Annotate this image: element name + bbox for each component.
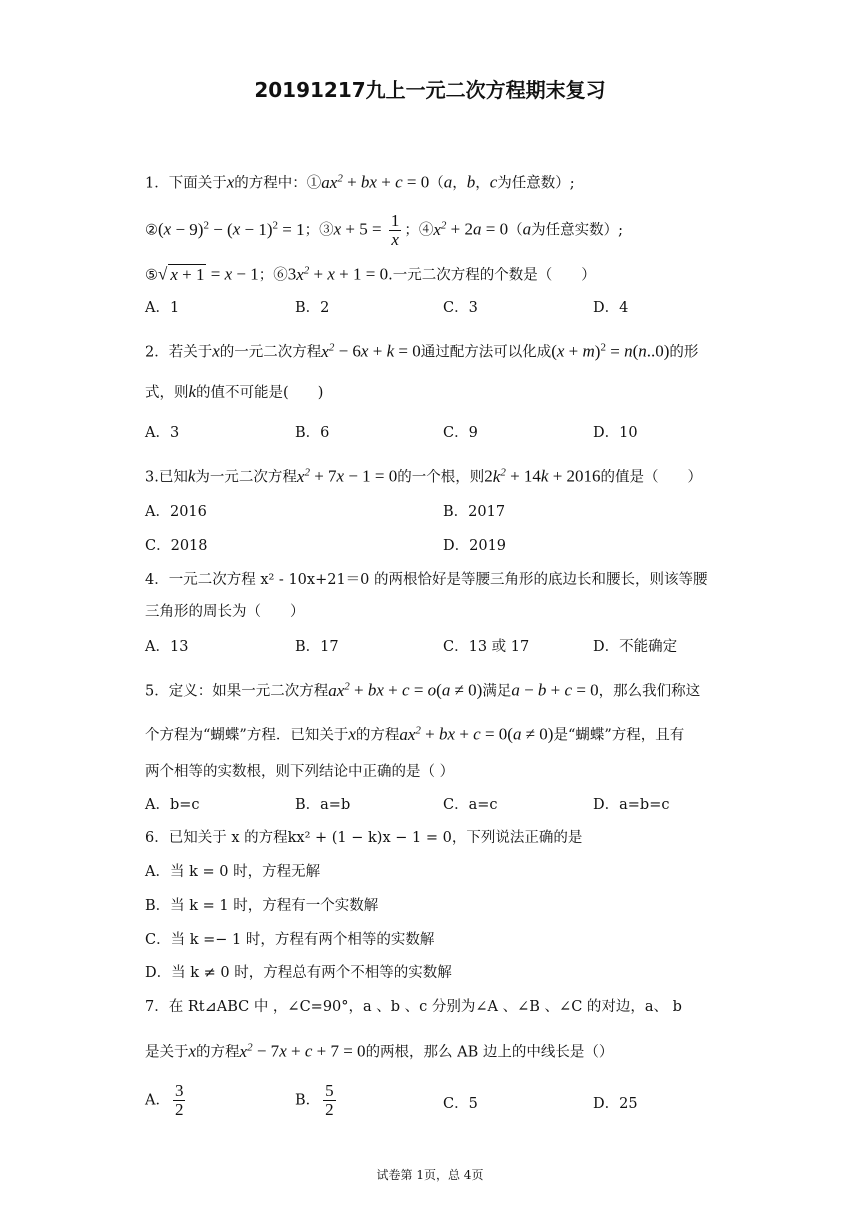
q4-option-c: C．13 或 17 [443,639,530,655]
q5-line3: 两个相等的实数根，则下列结论中正确的是（ ） [145,764,455,780]
q7-option-a: A． $\frac{3}{2}$ [145,1081,184,1119]
q5-line2: 个方程为“蝴蝶”方程．已知关于x的方程$ax^2$ + bx + c = 0(a ≠ 0)是“蝴蝶”方程，且有 [145,724,685,744]
q3-line1: 3.已知k为一元二次方程$x^2 + 7x - 1 = 0$的一个根，则$2k^2 + 14k + 2016$的值是（ ） [145,466,703,486]
q1-line2: ②(x − $9)^2 - (x - 1)^2 = 1$；③x + 5 = $\frac{1}{x}$ ；$④x^2 + 2a = 0(a$为任意实数）; [145,211,623,249]
q1-option-c: C．3 [443,300,478,316]
q5-option-d: D．a=b=c [593,797,670,813]
q6-line1: 6．已知关于 x 的方程kx² + (1 − k)x − 1 = 0，下列说法正确的是 [145,830,583,846]
q1-line1: 1．下面关于x的方程中：$①ax^2$ + bx + c = 0（a，b，c为任意数）; [145,172,575,192]
q3-option-d: D．2019 [443,538,507,554]
q6-option-c: C．当 k =− 1 时，方程有两个相等的实数解 [145,932,435,948]
q4-line1: 4．一元二次方程 x² - 10x+21＝0 的两根恰好是等腰三角形的底边长和腰长，则该等腰 [145,572,708,588]
q3-option-c: C．2018 [145,538,208,554]
q7-line2: 是关于x的方程$x^2 - 7x + c + 7 = 0$的两根，那么 AB 边上的中线长是（） [145,1041,614,1061]
q7-option-b: B． $\frac{5}{2}$ [295,1081,334,1119]
q3-option-a: A．2016 [145,504,207,520]
q6-option-b: B．当 k = 1 时，方程有一个实数解 [145,898,379,914]
q5-option-a: A．b=c [145,797,200,813]
q2-option-b: B．6 [295,425,330,441]
page-footer: 试卷第 1页，总 4页 [376,1168,484,1182]
q2-line2: 式，则k的值不可能是( ) [145,382,324,401]
q1-option-d: D．4 [593,300,629,316]
q7-option-c: C．5 [443,1096,478,1112]
q5-option-c: C．a=c [443,797,498,813]
q5-option-b: B．a=b [295,797,351,813]
q2-line1: 2．若关于x的一元二次方程$x^2 - 6x + k = 0$通过配方法可以化成$(x + m)^2 = n(n..0)$的形 [145,341,699,361]
q1-option-a: A．1 [145,300,180,316]
q4-option-b: B．17 [295,639,339,655]
q6-option-d: D．当 k ≠ 0 时，方程总有两个不相等的实数解 [145,965,452,981]
q2-option-d: D．10 [593,425,638,441]
q5-line1: 5．定义：如果一元二次方程$ax^2$ + bx + c = o(a ≠ 0)满足a − b + c = 0，那么我们称这 [145,680,701,700]
q1-option-b: B．2 [295,300,330,316]
q4-line2: 三角形的周长为（ ） [145,604,305,620]
q7-option-d: D．25 [593,1096,638,1112]
q3-option-b: B．2017 [443,504,506,520]
q2-option-a: A．3 [145,425,180,441]
q1-line3: ⑤√ x + 1 = x − 1；$⑥3x^2 + x + 1 = 0$.一元二次方程的个数是（ ） [145,264,596,284]
q6-option-a: A．当 k = 0 时，方程无解 [145,864,321,880]
q4-option-d: D．不能确定 [593,639,678,655]
q4-option-a: A．13 [145,639,189,655]
q2-option-c: C．9 [443,425,478,441]
page-title: 20191217九上一元二次方程期末复习 [254,78,606,102]
q7-line1: 7．在 Rt⊿ABC 中 ，∠C=90°，a 、b 、c 分别为∠A 、∠B 、∠C 的对边，a、 b [145,999,682,1015]
